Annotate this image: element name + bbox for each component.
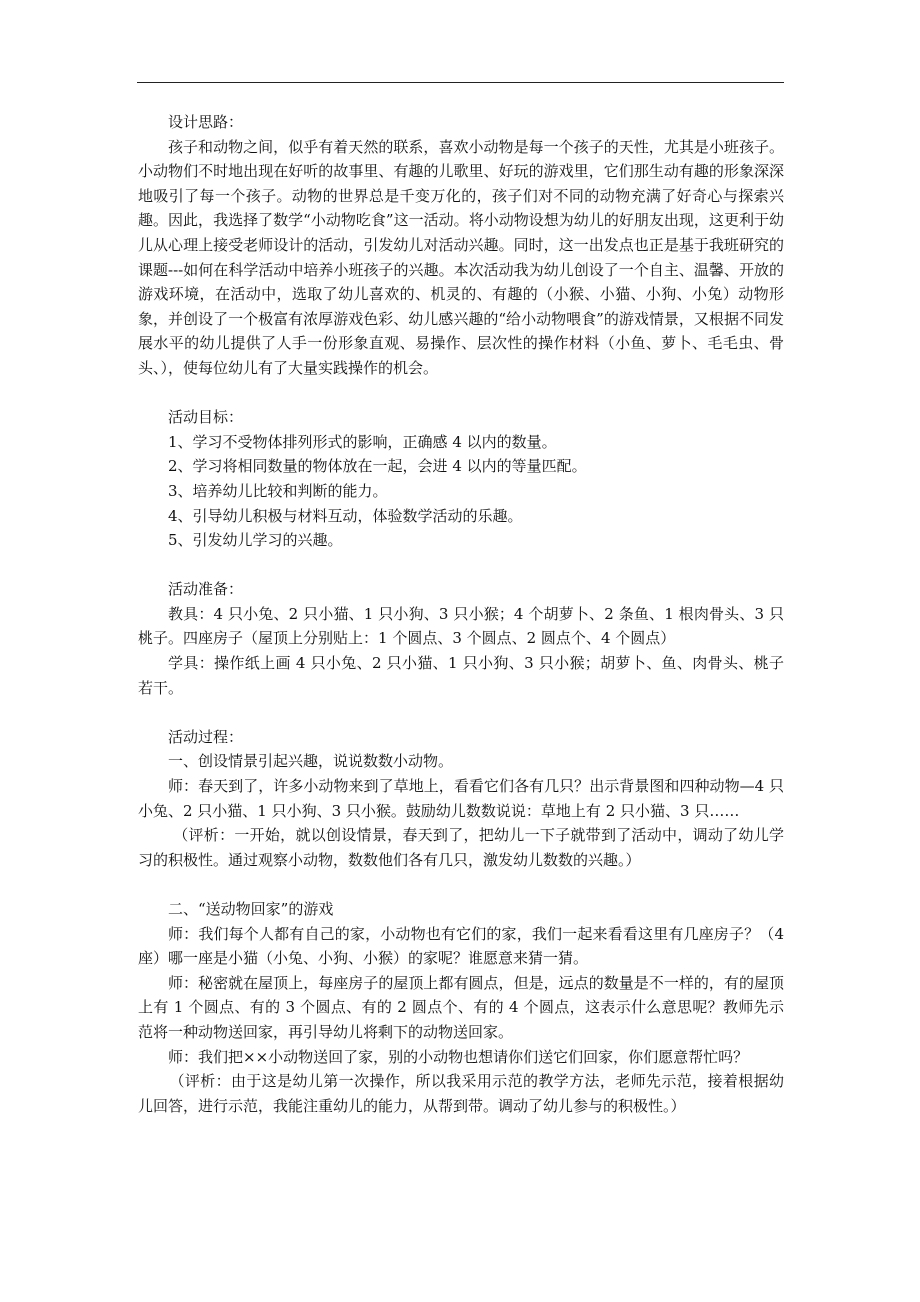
step1-title: 一、创设情景引起兴趣，说说数数小动物。 <box>168 752 454 771</box>
goal-item-5: 5、引发幼儿学习的兴趣。 <box>168 531 343 550</box>
section-gap <box>138 381 784 406</box>
step2-body-1: 师：我们每个人都有自己的家，小动物也有它们的家，我们一起来看看这里有几座房子？（4 座）哪一座是小猫（小兔、小狗、小猴）的家呢？谁愿意来猜一猜。 <box>138 924 784 968</box>
step2-title: 二、“送动物回家”的游戏 <box>168 900 334 918</box>
process-heading: 活动过程： <box>168 727 244 746</box>
goals-heading: 活动目标： <box>168 408 244 427</box>
document-body <box>138 110 784 1118</box>
goal-item-1: 1、学习不受物体排列形式的影响，正确感 4 以内的数量。 <box>168 432 557 451</box>
header-rule <box>137 82 784 83</box>
design-paragraph: 孩子和动物之间，似乎有着天然的联系，喜欢小动物是每一个孩子的天性，尤其是小班孩子。小动物们不时地出现在好听的故事里、有趣的儿歌里、好玩的游戏里，它们那生动有趣的形象深深地吸引了每一个孩子。动物的世界总是千变万化的，孩子们对不同的动物充满了好奇心与探索兴趣。因此，我选择了数学“小动物吃食”这一活动。将小动物设想为幼儿的好朋友出现，这更利于幼儿从心理上接受老师设计的活动，引发幼儿对活动兴趣。同时，这一出发点也正是基于我班研究的课题---如何在科学活动中培养小班孩子的兴趣。本次活动我为幼儿创设了一个自主、温馨、开放的游戏环境，在活动中，选取了幼儿喜欢的、机灵的、有趣的（小猴、小猫、小狗、小兔）动物形象，并创设了一个极富有浓厚游戏色彩、幼儿感兴趣的“给小动物喂食”的游戏情景，又根据不同发展水平的幼儿提供了人手一份形象直观、易操作、层次性的操作材料（小鱼、萝卜、毛毛虫、骨头、），使每位幼儿有了大量实践操作的机会。 <box>138 137 784 377</box>
step2-body-2: 师：秘密就在屋顶上，每座房子的屋顶上都有圆点，但是，远点的数量是不一样的，有的屋顶上有 1 个圆点、有的 3 个圆点、有的 2 圆点个、有的 4 个圆点，这表示什么意思呢？教师先示范将一种动物送回家，再引导幼儿将剩下的动物送回家。 <box>138 973 784 1041</box>
goal-item-4: 4、引导幼儿积极与材料互动，体验数学活动的乐趣。 <box>168 506 523 525</box>
step2-comment: （评析：由于这是幼儿第一次操作，所以我采用示范的教学方法，老师先示范，接着根据幼儿回答，进行示范，我能注重幼儿的能力，从帮到带。调动了幼儿参与的积极性。） <box>138 1072 784 1115</box>
prep-student-materials: 学具：操作纸上画 4 只小兔、2 只小猫、1 只小狗、3 只小猴；胡萝卜、鱼、肉骨头、桃子若干。 <box>138 654 784 697</box>
goal-item-2: 2、学习将相同数量的物体放在一起，会进 4 以内的等量匹配。 <box>168 457 587 476</box>
prep-teacher-materials: 教具：4 只小兔、2 只小猫、1 只小狗、3 只小猴；4 个胡萝卜、2 条鱼、1 根肉骨头、3 只桃子。四座房子（屋顶上分别贴上：1 个圆点、3 个圆点、2 圆点个、4 个圆点） <box>138 604 784 648</box>
step1-comment: （评析：一开始，就以创设情景，春天到了，把幼儿一下子就带到了活动中，调动了幼儿学习的积极性。通过观察小动物，数数他们各有几只，激发幼儿数数的兴趣。） <box>138 826 784 869</box>
section-gap <box>138 553 784 578</box>
prep-heading: 活动准备： <box>168 580 244 599</box>
section-gap <box>138 700 784 725</box>
step2-body-3: 师：我们把××小动物送回了家，别的小动物也想请你们送它们回家，你们愿意帮忙吗？ <box>168 1047 749 1066</box>
step1-body: 师：春天到了，许多小动物来到了草地上，看看它们各有几只？出示背景图和四种动物—4 只小兔、2 只小猫、1 只小狗、3 只小猴。鼓励幼儿数数说说：草地上有 2 只小猫、3 只…… <box>138 777 784 820</box>
design-heading: 设计思路： <box>168 113 244 131</box>
goal-item-3: 3、培养幼儿比较和判断的能力。 <box>168 481 388 500</box>
section-gap <box>138 872 784 897</box>
